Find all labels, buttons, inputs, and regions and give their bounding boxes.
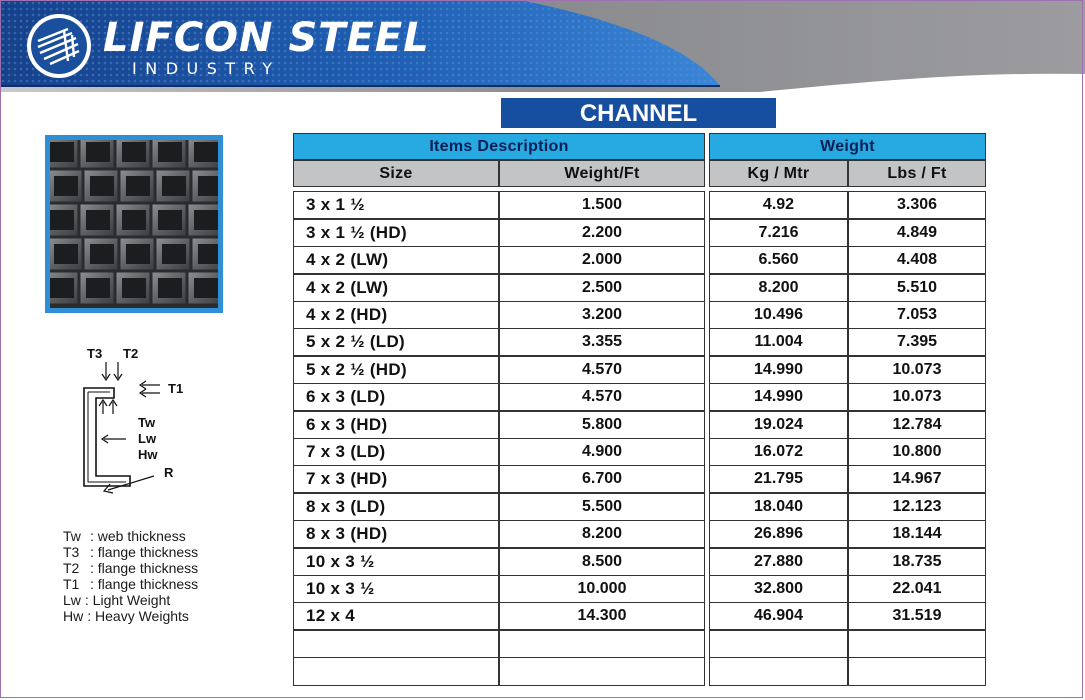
legend-item (63, 608, 198, 624)
cell-lbs-ft: 10.800 (848, 438, 986, 467)
steel-channel-opening (50, 210, 74, 230)
cell-weight-ft: 8.200 (499, 520, 705, 549)
cell-lbs-ft: 22.041 (848, 575, 986, 604)
steel-channel-opening (194, 142, 218, 162)
brand-subtitle: INDUSTRY (132, 59, 281, 78)
cell-weight-ft: 4.570 (499, 383, 705, 412)
column-header-size: Size (293, 160, 499, 187)
cell-kg-mtr: 19.024 (709, 410, 848, 439)
column-header-lbs-ft: Lbs / Ft (848, 160, 986, 187)
cell-kg-mtr: 16.072 (709, 438, 848, 467)
cell-size: 7 x 3 (HD) (293, 465, 499, 494)
cell-size: 6 x 3 (LD) (293, 383, 499, 412)
cell-weight-ft: 14.300 (499, 602, 705, 631)
steel-channel-opening (158, 210, 182, 230)
cell-size: 4 x 2 (HD) (293, 301, 499, 330)
logo-icon (24, 11, 94, 81)
cell-lbs-ft: 7.053 (848, 301, 986, 330)
label-t2: T2 (123, 346, 139, 361)
cell-kg-mtr: 14.990 (709, 383, 848, 412)
cell-weight-ft: 1.500 (499, 191, 705, 220)
legend-item (63, 544, 198, 560)
cell-weight-ft: 6.700 (499, 465, 705, 494)
legend-abbr: T2 (63, 560, 80, 576)
cell-size: 6 x 3 (HD) (293, 410, 499, 439)
cell-lbs-ft: 10.073 (848, 355, 986, 384)
cell-weight-ft: 4.900 (499, 438, 705, 467)
cell-size: 4 x 2 (LW) (293, 246, 499, 275)
label-t1: T1 (168, 381, 184, 396)
page-title: CHANNEL (501, 98, 776, 128)
legend-desc: : Light Weight (84, 592, 171, 608)
steel-channel-opening (50, 278, 74, 298)
cell-lbs-ft: 18.144 (848, 520, 986, 549)
cell-kg-mtr: 21.795 (709, 465, 848, 494)
steel-channel-opening (122, 278, 146, 298)
cell-lbs-ft: 18.735 (848, 547, 986, 576)
cell-kg-mtr: 10.496 (709, 301, 848, 330)
steel-channel-opening (90, 244, 114, 264)
legend-desc: : web thickness (90, 528, 186, 544)
header-banner (0, 0, 1085, 92)
steel-channel-opening (122, 142, 146, 162)
steel-channel-opening (198, 176, 218, 196)
header-weight: Weight (709, 133, 986, 160)
label-r: R (164, 465, 174, 480)
steel-channel-opening (158, 142, 182, 162)
legend-abbr: Lw (63, 592, 81, 608)
legend-item (63, 560, 198, 576)
cell-kg-mtr: 32.800 (709, 575, 848, 604)
cell-size: 4 x 2 (LW) (293, 273, 499, 302)
legend-desc: : flange thickness (90, 560, 199, 576)
steel-channel-opening (162, 176, 186, 196)
cell-lbs-ft: 3.306 (848, 191, 986, 220)
cell-kg-mtr: 26.896 (709, 520, 848, 549)
cell-lbs-ft: 12.123 (848, 492, 986, 521)
cell-kg-mtr: 4.92 (709, 191, 848, 220)
steel-channel-opening (90, 176, 114, 196)
legend-item (63, 592, 198, 608)
legend-abbr: Tw (63, 528, 81, 544)
cell-weight-ft: 5.500 (499, 492, 705, 521)
cell-size: 10 x 3 ½ (293, 547, 499, 576)
steel-channel-opening (50, 142, 74, 162)
cell-lbs-ft (848, 629, 986, 658)
cell-size: 12 x 4 (293, 602, 499, 631)
cell-weight-ft: 4.570 (499, 355, 705, 384)
cell-weight-ft: 5.800 (499, 410, 705, 439)
cell-weight-ft: 3.200 (499, 301, 705, 330)
cell-size: 5 x 2 ½ (HD) (293, 355, 499, 384)
channel-cross-section-diagram (70, 340, 210, 510)
cell-size (293, 657, 499, 686)
cell-lbs-ft: 4.849 (848, 218, 986, 247)
cell-kg-mtr: 27.880 (709, 547, 848, 576)
cell-kg-mtr: 7.216 (709, 218, 848, 247)
steel-channel-opening (158, 278, 182, 298)
steel-channel-opening (86, 210, 110, 230)
legend-item (63, 528, 198, 544)
cell-lbs-ft (848, 657, 986, 686)
legend-item (63, 576, 198, 592)
label-tw: Tw (138, 415, 156, 430)
cell-size (293, 629, 499, 658)
legend-desc: : flange thickness (90, 576, 199, 592)
cell-size: 7 x 3 (LD) (293, 438, 499, 467)
cell-size: 8 x 3 (HD) (293, 520, 499, 549)
cell-kg-mtr (709, 629, 848, 658)
header-items-description: Items Description (293, 133, 705, 160)
cell-size: 5 x 2 ½ (LD) (293, 328, 499, 357)
steel-channel-opening (198, 244, 218, 264)
cell-lbs-ft: 5.510 (848, 273, 986, 302)
cell-size: 8 x 3 (LD) (293, 492, 499, 521)
cell-size: 10 x 3 ½ (293, 575, 499, 604)
cell-weight-ft (499, 657, 705, 686)
steel-channel-opening (162, 244, 186, 264)
column-header-weight-ft: Weight/Ft (499, 160, 705, 187)
cell-kg-mtr: 11.004 (709, 328, 848, 357)
steel-channel-opening (54, 244, 78, 264)
cell-size: 3 x 1 ½ (HD) (293, 218, 499, 247)
legend-abbr: T1 (63, 576, 80, 592)
brand-name: LIFCON STEEL (103, 15, 430, 61)
steel-channel-opening (54, 176, 78, 196)
cell-lbs-ft: 10.073 (848, 383, 986, 412)
cell-weight-ft: 2.200 (499, 218, 705, 247)
label-hw: Hw (138, 447, 158, 462)
cell-weight-ft (499, 629, 705, 658)
cell-size: 3 x 1 ½ (293, 191, 499, 220)
steel-channel-opening (194, 210, 218, 230)
legend-abbr: T3 (63, 544, 80, 560)
steel-channel-opening (86, 142, 110, 162)
steel-channels-image (50, 140, 218, 308)
cell-kg-mtr: 46.904 (709, 602, 848, 631)
cell-weight-ft: 8.500 (499, 547, 705, 576)
cell-weight-ft: 10.000 (499, 575, 705, 604)
cell-lbs-ft: 7.395 (848, 328, 986, 357)
label-t3: T3 (87, 346, 103, 361)
product-photo (45, 135, 223, 313)
cell-kg-mtr: 8.200 (709, 273, 848, 302)
cell-kg-mtr: 6.560 (709, 246, 848, 275)
steel-channel-opening (122, 210, 146, 230)
cell-lbs-ft: 14.967 (848, 465, 986, 494)
channel-weight-table (293, 133, 986, 686)
steel-channel-opening (194, 278, 218, 298)
legend-desc: : flange thickness (90, 544, 199, 560)
cell-lbs-ft: 31.519 (848, 602, 986, 631)
cell-weight-ft: 2.000 (499, 246, 705, 275)
cell-kg-mtr (709, 657, 848, 686)
steel-channel-opening (86, 278, 110, 298)
legend-abbr: Hw (63, 608, 84, 624)
cell-weight-ft: 2.500 (499, 273, 705, 302)
cell-weight-ft: 3.355 (499, 328, 705, 357)
steel-channel-opening (126, 244, 150, 264)
cell-lbs-ft: 4.408 (848, 246, 986, 275)
column-header-kg-mtr: Kg / Mtr (709, 160, 848, 187)
cell-lbs-ft: 12.784 (848, 410, 986, 439)
steel-channel-opening (126, 176, 150, 196)
cell-kg-mtr: 18.040 (709, 492, 848, 521)
legend-desc: : Heavy Weights (87, 608, 189, 624)
label-lw: Lw (138, 431, 157, 446)
abbreviation-legend (63, 528, 198, 624)
cell-kg-mtr: 14.990 (709, 355, 848, 384)
